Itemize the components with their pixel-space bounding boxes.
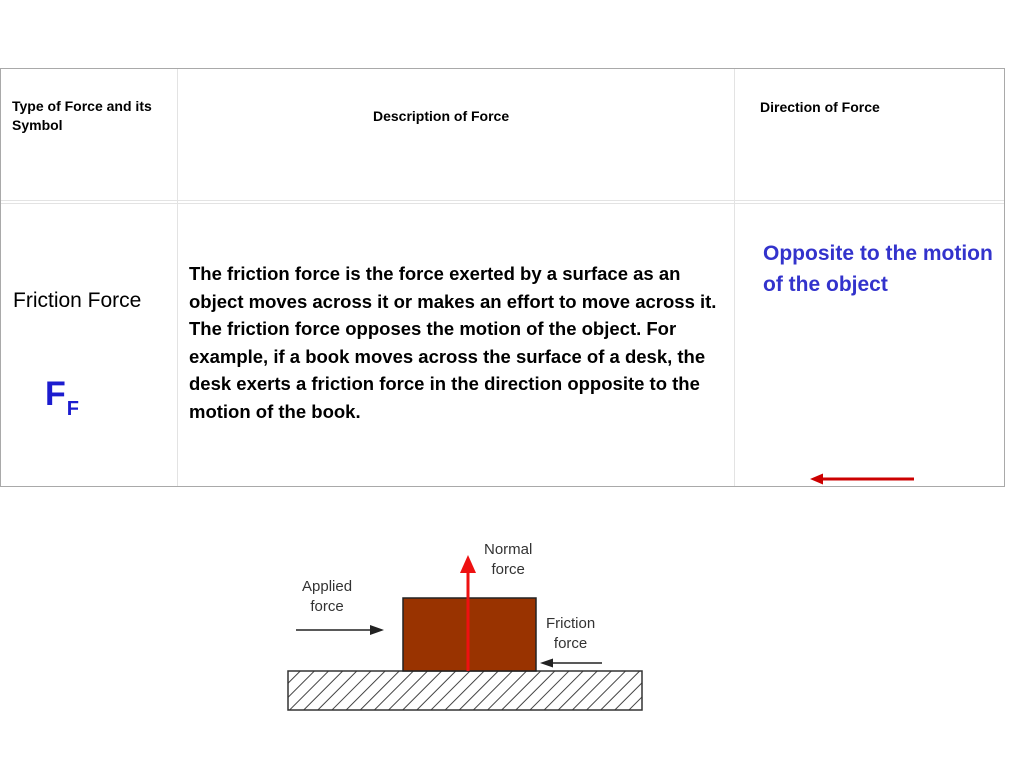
friction-diagram-illustration xyxy=(280,535,652,719)
applied-label-line2: force xyxy=(310,598,344,615)
left-arrow-icon xyxy=(806,467,918,491)
ground-surface xyxy=(288,671,642,710)
normal-force-label xyxy=(484,540,532,580)
header-direction: Direction of Force xyxy=(760,99,880,115)
normal-label-line2: force xyxy=(491,561,525,578)
friction-label-line2: force xyxy=(553,635,588,652)
symbol-subscript: F xyxy=(66,398,79,420)
friction-force-label xyxy=(546,614,595,654)
row-divider xyxy=(1,200,1004,204)
normal-force-arrowhead xyxy=(460,555,476,573)
friction-label-line1: Friction xyxy=(546,615,596,632)
normal-label-line1: Normal xyxy=(484,541,533,558)
applied-label-line1: Applied xyxy=(302,578,353,595)
friction-force-arrowhead xyxy=(540,659,553,668)
force-direction-text: Opposite to the motion of the object xyxy=(763,242,993,296)
symbol-main: F xyxy=(45,375,66,413)
header-type-of-force: Type of Force and its Symbol xyxy=(12,98,152,133)
force-name: Friction Force xyxy=(13,289,142,312)
force-symbol xyxy=(45,375,79,420)
header-description: Description of Force xyxy=(373,108,510,124)
force-description: The friction force is the force exerted by a surface as an object moves across it or makes an effort to move across it. The friction force opposes the motion of the object. For example, if a book moves across the surface of a desk, the desk exerts a friction force in the direction opposite to the motion of the book. xyxy=(189,263,717,422)
column-divider xyxy=(177,69,178,486)
applied-force-arrowhead xyxy=(370,625,384,635)
friction-diagram xyxy=(280,535,652,724)
force-table xyxy=(0,68,1005,487)
applied-force-label xyxy=(302,577,352,617)
column-divider xyxy=(734,69,735,486)
